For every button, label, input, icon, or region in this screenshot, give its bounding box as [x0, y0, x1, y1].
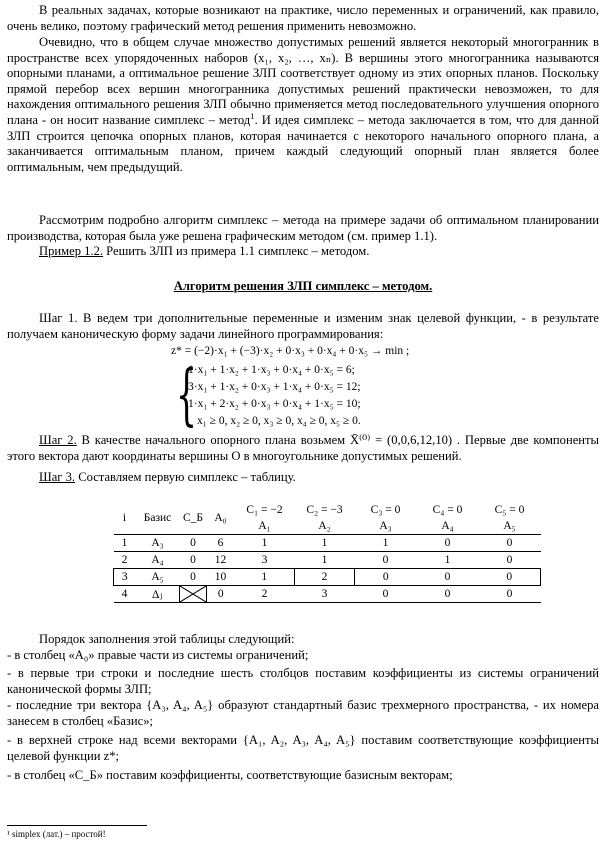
header-c4: C₄ = 0 [432, 504, 463, 516]
step-3-label: Шаг 3. [39, 470, 76, 484]
header-i: i [122, 512, 127, 524]
example-line: Пример 1.2. Решить ЗЛП из примера 1.1 симплекс – методом. [39, 244, 370, 258]
header-c5: C₅ = 0 [494, 504, 525, 516]
constraint-nonneg: x₁ ≥ 0, x₂ ≥ 0, x₃ ≥ 0, x₄ ≥ 0, x₅ ≥ 0. [197, 415, 361, 427]
pivot-cell: 2 [295, 569, 355, 586]
step-3: Шаг 3. Составляем первую симплекс – таблицу. [39, 470, 296, 484]
example-label: Пример 1.2. [39, 244, 104, 258]
constraint-1: 1·x₁ + 1·x₂ + 1·x₃ + 0·x₄ + 0·x₅ = 6; [188, 364, 355, 376]
table-header-top [114, 502, 541, 518]
header-basis: Базис [143, 512, 172, 524]
header-a1: A₁ [258, 520, 271, 532]
header-c3: C₃ = 0 [370, 504, 401, 516]
header-a5: A₅ [503, 520, 516, 532]
paragraph-intro: В реальных задачах, которые возникают на практике, число переменных и ограничений, как правило, очень велико, поэтому графический метод решения применить невозможно. [7, 3, 599, 33]
crossed-cell [180, 586, 207, 603]
header-c2: C₂ = −3 [306, 504, 343, 516]
order-item-4: - в верхней строке над всеми векторами {A₁, A₂, A₃, A₄, A₅} поставим соответствующие коэффициенты целевой функции z*; [7, 733, 599, 763]
table-row-pivot: 3 A₅ 0 10 1 2 0 0 0 [114, 569, 541, 586]
step-2: Шаг 2. В качестве начального опорного плана возьмем X̄⁽⁰⁾ = (0,0,6,12,10) . Первые две компоненты этого вектора дают координаты вершины O в многоугольнике допустимых решений. [7, 433, 599, 463]
order-item-2: - в первые три строки и последние шесть столбцов поставим коэффициенты из системы ограничений канонической формы ЗЛП; [7, 666, 599, 696]
paragraph-consider: Рассмотрим подробно алгоритм симплекс – метода на примере задачи об оптимальном планировании производства, которая была уже решена графическим методом (см. пример 1.1). [7, 213, 599, 243]
paragraph-polyhedron: Очевидно, что в общем случае множество допустимых решений является некоторый многогранник в пространстве всех упорядоченных наборов (x₁, x₂, …, xₙ). В вершины этого многогранника называются опорными планами, а оптимальное решение ЗЛП соответствует одному из этих опорных планов. Поскольку прямой перебор всех вершин многогранника допустимых решений практически невозможен, то для нахождения оптимального решения ЗЛП обычно применяется метод последовательного улучшения опорного плана - он носит название симплекс – метод$^1$. И идея симплекс – метода заключается в том, что для данной ЗЛП строится цепочка опорных планов, которая начинается с некоторого начального опорного плана, а заканчивается оптимальным планом, причем каждый следующий опорный план является более оптимальным, чем предыдущий. [7, 35, 600, 174]
footnote-ref: 1 [250, 110, 255, 121]
constraint-2: 3·x₁ + 1·x₂ + 0·x₃ + 1·x₄ + 0·x₅ = 12; [188, 381, 361, 393]
header-a4: A₄ [441, 520, 454, 532]
footnote-separator [7, 825, 147, 826]
step-1: Шаг 1. В ведем три дополнительные переменные и изменим знак целевой функции, - в результате получаем каноническую форму задачи линейного программирования: [7, 311, 599, 341]
section-heading: Алгоритм решения ЗЛП симплекс – методом. [173, 279, 433, 293]
table-row: 2 A₄ 0 12 3 1 0 1 0 [114, 552, 541, 569]
cross-mark-icon [180, 586, 206, 602]
header-c1: C₁ = −2 [246, 504, 283, 516]
table-row: 1 A₃ 0 6 1 1 1 0 0 [114, 535, 541, 552]
header-a3: A₃ [379, 520, 392, 532]
table-row-delta: 4 Δⱼ 0 2 3 0 0 0 [114, 586, 541, 603]
order-item-5: - в столбец «C_Б» поставим коэффициенты, соответствующие базисным векторам; [7, 768, 453, 782]
step-2-label: Шаг 2. [39, 433, 77, 447]
constraint-3: 1·x₁ + 2·x₂ + 0·x₃ + 0·x₄ + 1·x₅ = 10; [188, 398, 361, 410]
footnote: ¹ simplex (лат.) – простой! [7, 829, 106, 839]
simplex-table [113, 502, 541, 603]
header-cb: C_Б [182, 512, 204, 524]
system-brace: { [176, 356, 197, 433]
order-item-1: - в столбец «A₀» правые части из системы ограничений; [7, 648, 309, 662]
order-intro: Порядок заполнения этой таблицы следующий: [39, 632, 295, 646]
header-a0: A₀ [214, 512, 227, 524]
objective-function: z* = (−2)·x₁ + (−3)·x₂ + 0·x₃ + 0·x₄ + 0·x₅ → min ; [171, 345, 410, 357]
order-item-3: - последние три вектора {A₃, A₄, A₅} образуют стандартный базис трехмерного пространства, - их номера занесем в столбец «Базис»; [7, 698, 599, 728]
header-a2: A₂ [318, 520, 331, 532]
